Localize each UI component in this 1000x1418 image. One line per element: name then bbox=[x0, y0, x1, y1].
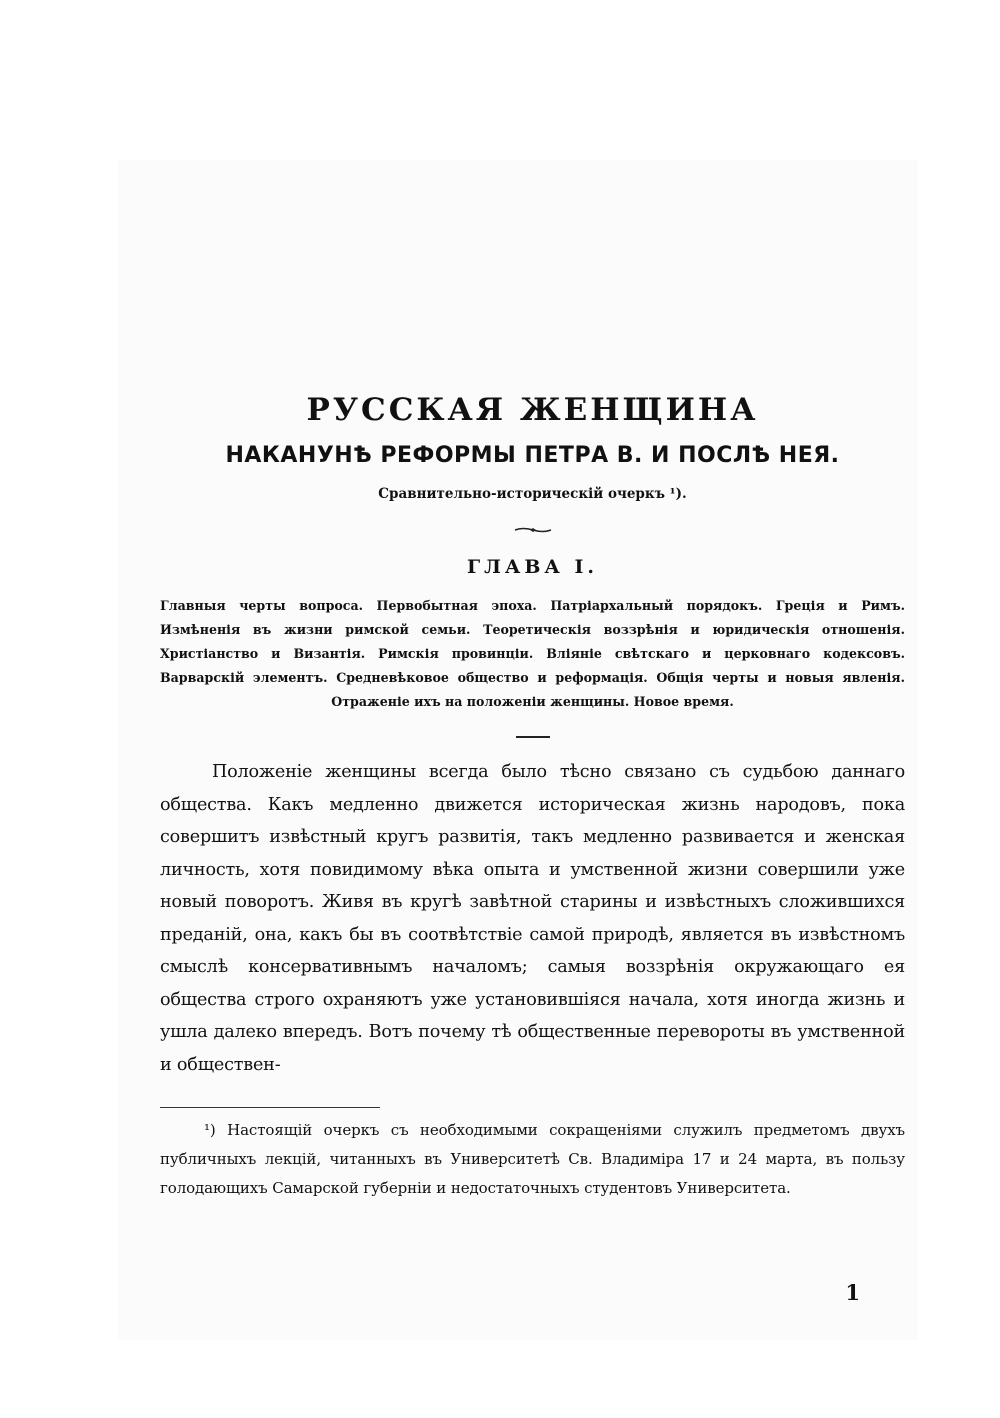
ornament-divider bbox=[160, 526, 905, 536]
book-subtitle: НАКАНУНѢ РЕФОРМЫ ПЕТРА В. И ПОСЛѢ НЕЯ. bbox=[225, 443, 840, 468]
chapter-heading: ГЛАВА I. bbox=[466, 556, 599, 578]
ornament-icon bbox=[513, 526, 553, 534]
essay-kind-line: Сравнительно-историческій очеркъ ¹). bbox=[378, 486, 687, 502]
book-title: РУССКАЯ ЖЕНЩИНА bbox=[306, 392, 759, 428]
footnote-marker: ¹) bbox=[204, 1121, 216, 1139]
chapter-summary: Главныя черты вопроса. Первобытная эпоха. Патріархальный порядокъ. Греція и Римъ. Измѣненія въ жизни римской семьи. Теоретическія воззрѣнія и юридическія отношенія. Христіанство и Византія. Римскія провинціи. Вліяніе свѣтскаго и церковнаго кодексовъ. Варварскій элементъ. Средневѣковое общество и реформація. Общія черты и новыя явленія. Отраженіе ихъ на положеніи женщины. Новое время. bbox=[160, 598, 905, 709]
footnote bbox=[160, 1116, 905, 1203]
footnote-text: Настоящій очеркъ съ необходимыми сокращеніями служилъ предметомъ двухъ публичныхъ лекцій, читанныхъ въ Университетѣ Св. Владиміра 17 и 24 марта, въ пользу голодающихъ Самарской губерніи и недостаточныхъ студентовъ Университета. bbox=[160, 1121, 905, 1197]
footnote-rule bbox=[160, 1107, 380, 1108]
page-number: 1 bbox=[845, 1280, 860, 1305]
body-paragraph: Положеніе женщины всегда было тѣсно связано съ судьбою даннаго общества. Какъ медленно движется историческая жизнь народовъ, пока совершитъ извѣстный кругъ развитія, такъ медленно развивается и женская личность, хотя повидимому вѣка опыта и умственной жизни совершили уже новый поворотъ. Живя въ кругѣ завѣтной старины и извѣстныхъ сложившихся преданій, она, какъ бы въ соотвѣтствіе самой природѣ, является въ извѣстномъ смыслѣ консервативнымъ началомъ; самыя воззрѣнія окружающаго ея общества строго охраняютъ уже установившіяся начала, хотя иногда жизнь и ушла далеко впередъ. Вотъ почему тѣ общественные перевороты въ умственной и обществен- bbox=[160, 762, 905, 1075]
section-rule bbox=[516, 736, 550, 738]
page-content bbox=[160, 390, 905, 1203]
